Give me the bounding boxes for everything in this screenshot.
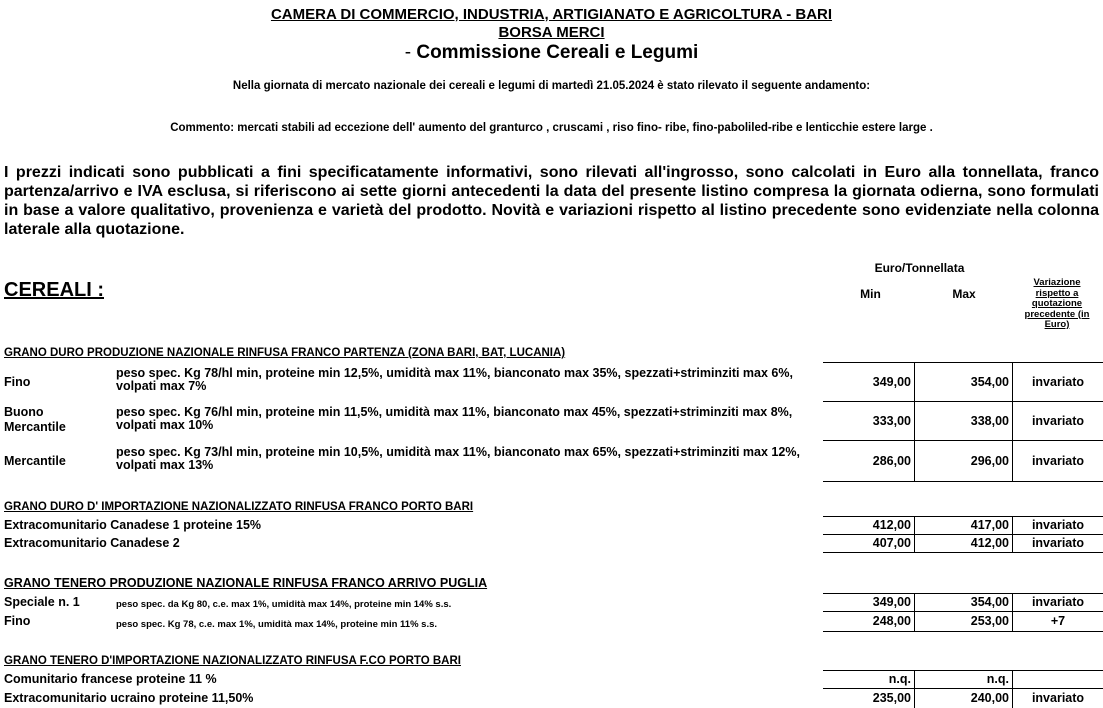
product-name: Fino xyxy=(4,375,31,389)
product-desc: peso spec. Kg 78, c.e. max 1%, umidità max 14%, proteine min 11% s.s. xyxy=(116,619,438,630)
price-variation: invariato xyxy=(1031,595,1085,609)
price-max: 354,00 xyxy=(915,363,1013,401)
table-row xyxy=(0,612,1103,631)
price-min: 235,00 xyxy=(826,689,915,708)
table-rule xyxy=(823,631,1103,632)
price-variation: +7 xyxy=(1050,614,1066,628)
product-name: Extracomunitario ucraino proteine 11,50% xyxy=(4,691,254,705)
price-variation: invariato xyxy=(1031,691,1085,705)
section-title: GRANO DURO PRODUZIONE NAZIONALE RINFUSA FRANCO PARTENZA (ZONA BARI, BAT, LUCANIA) xyxy=(4,347,566,359)
table-row xyxy=(0,363,1103,401)
price-min: 407,00 xyxy=(826,535,915,552)
max-header: Max xyxy=(952,287,976,301)
table-row xyxy=(0,441,1103,481)
price-min: n.q. xyxy=(826,671,915,688)
product-desc: peso spec. da Kg 80, c.e. max 1%, umidità max 14%, proteine min 14% s.s. xyxy=(116,599,452,610)
price-variation: invariato xyxy=(1031,375,1085,389)
price-variation: invariato xyxy=(1031,536,1085,550)
table-row xyxy=(0,402,1103,440)
market-day-line: Nella giornata di mercato nazionale dei cereali e legumi di martedì 21.05.2024 è stato rilevato il seguente andamento: xyxy=(232,80,871,92)
table-row xyxy=(0,689,1103,708)
table-row xyxy=(0,671,1103,688)
price-variation: invariato xyxy=(1031,414,1085,428)
table-rule xyxy=(823,481,1103,482)
price-min: 349,00 xyxy=(826,594,915,611)
comment-line: Commento: mercati stabili ad eccezione dell' aumento del granturco , cruscami , riso fino- ribe, fino-paboliled-ribe e lenticchie estere large . xyxy=(170,122,933,134)
price-max: 253,00 xyxy=(915,612,1013,631)
price-max: 354,00 xyxy=(915,594,1013,611)
section-title: GRANO DURO D' IMPORTAZIONE NAZIONALIZZATO RINFUSA FRANCO PORTO BARI xyxy=(4,501,474,513)
table-row xyxy=(0,594,1103,611)
section-title: GRANO TENERO D'IMPORTAZIONE NAZIONALIZZATO RINFUSA F.CO PORTO BARI xyxy=(4,655,461,667)
intro-paragraph: I prezzi indicati sono pubblicati a fini specificatamente informativi, sono rilevati all'ingrosso, sono calcolati in Euro alla tonnellata, franco partenza/arrivo e IVA esclusa, si riferiscono ai sette giorni antecedenti la data del presente listino compresa la giornata odierna, sono formulati in base a valore qualitativo, provenienza e varietà del prodotto. Novità e variazioni rispetto al listino precedente sono evidenziate nella colonna laterale alla quotazione. xyxy=(4,164,1099,238)
product-name: Extracomunitario Canadese 1 proteine 15% xyxy=(4,518,262,532)
title-dash: - xyxy=(404,42,417,63)
commission-title-line xyxy=(0,42,1103,64)
price-max: 338,00 xyxy=(915,402,1013,440)
price-max: n.q. xyxy=(915,671,1013,688)
price-min: 349,00 xyxy=(826,363,915,401)
table-row xyxy=(0,517,1103,534)
price-min: 412,00 xyxy=(826,517,915,534)
unit-header: Euro/Tonnellata xyxy=(874,261,965,275)
borsa-merci-title: BORSA MERCI xyxy=(498,24,605,41)
price-max: 296,00 xyxy=(915,441,1013,481)
product-name: Buono Mercantile xyxy=(4,405,66,434)
price-max: 417,00 xyxy=(915,517,1013,534)
chamber-title: CAMERA DI COMMERCIO, INDUSTRIA, ARTIGIANATO E AGRICOLTURA - BARI xyxy=(270,6,833,23)
price-max: 412,00 xyxy=(915,535,1013,552)
product-desc: peso spec. Kg 73/hl min, proteine min 10,5%, umidità max 11%, bianconato max 65%, spezzati+striminziti max 12%, volpati max 13% xyxy=(116,445,800,472)
product-desc: peso spec. Kg 78/hl min, proteine min 12,5%, umidità max 11%, bianconato max 35%, spezzati+striminziti max 6%, volpati max 7% xyxy=(116,366,793,393)
variation-header: Variazione rispetto a quotazione precedente (in Euro) xyxy=(1024,277,1090,330)
product-name: Fino xyxy=(4,614,31,628)
price-min: 333,00 xyxy=(826,402,915,440)
section-title: GRANO TENERO PRODUZIONE NAZIONALE RINFUSA FRANCO ARRIVO PUGLIA xyxy=(4,576,488,590)
table-rule xyxy=(823,552,1103,553)
commission-title: Commissione Cereali e Legumi xyxy=(416,42,699,63)
price-variation: invariato xyxy=(1031,454,1085,468)
min-header: Min xyxy=(860,287,881,301)
product-desc: peso spec. Kg 76/hl min, proteine min 11,5%, umidità max 11%, bianconato max 45%, spezzati+striminziti max 8%, volpati max 10% xyxy=(116,405,793,432)
price-min: 248,00 xyxy=(826,612,915,631)
price-min: 286,00 xyxy=(826,441,915,481)
price-max: 240,00 xyxy=(915,689,1013,708)
product-name: Speciale n. 1 xyxy=(4,595,80,609)
cereali-heading: CEREALI : xyxy=(4,279,104,301)
product-name: Mercantile xyxy=(4,454,66,468)
price-variation: invariato xyxy=(1031,518,1085,532)
table-row xyxy=(0,535,1103,552)
product-name: Extracomunitario Canadese 2 xyxy=(4,536,180,550)
product-name: Comunitario francese proteine 11 % xyxy=(4,672,217,686)
